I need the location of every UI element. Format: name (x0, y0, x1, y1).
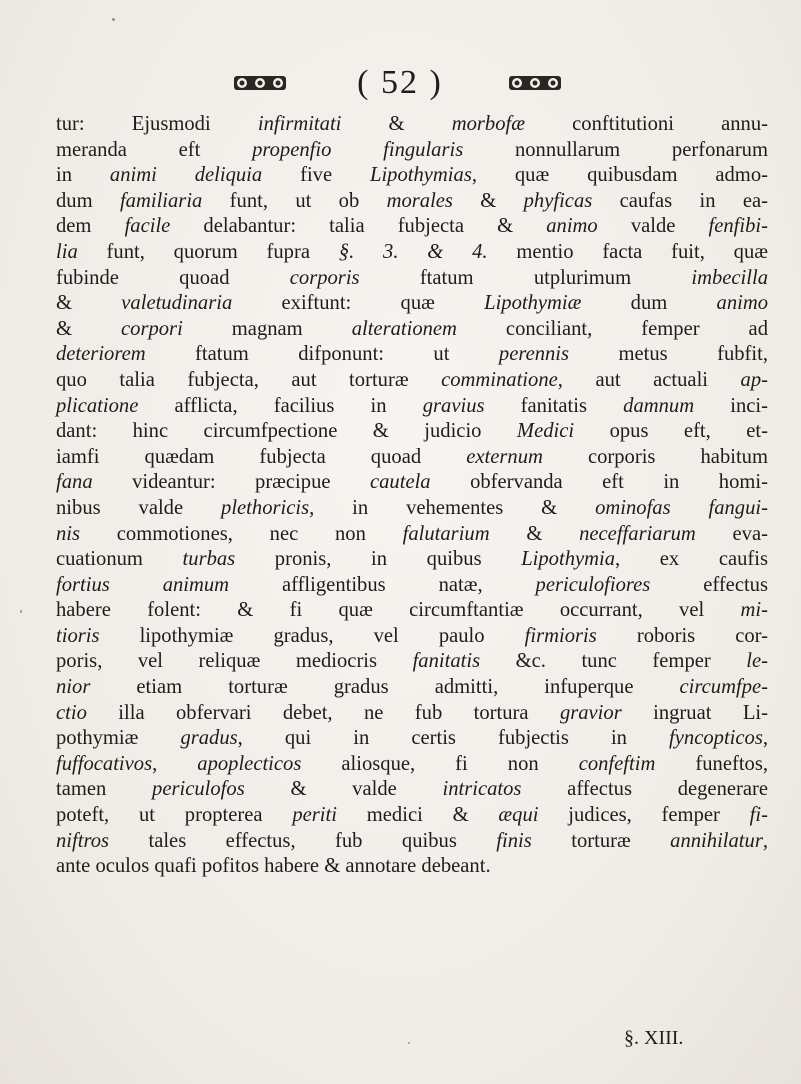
text-run: nonnullarum perfonarum (463, 138, 768, 161)
italic-run: ctio (56, 701, 87, 724)
italic-run: ap- (740, 368, 768, 391)
italic-run: infirmitati (257, 113, 342, 135)
text-run: eva- (695, 522, 768, 545)
text-run: magnam (182, 317, 352, 340)
text-run: caufas in ea- (592, 189, 768, 212)
text-run: delabantur: talia fubjecta & (170, 215, 547, 238)
italic-run: deteriorem (56, 343, 146, 366)
text-line (56, 777, 768, 803)
italic-run: Lipothymias (370, 164, 472, 187)
text-run: commotiones, nec non (80, 522, 403, 545)
paper-speck (20, 610, 22, 613)
italic-run: Lipothymia (521, 548, 616, 571)
text-run: habere folent: & fi quæ circumftantiæ occurrant, vel (56, 599, 741, 622)
text-line (56, 163, 768, 189)
text-run: lipothymiæ gradus, vel paulo (99, 624, 525, 647)
italic-run: fenfibi- (708, 215, 768, 238)
italic-run: familiaria (119, 189, 203, 212)
italic-run: circumfpe- (679, 676, 768, 699)
text-run: ftatum utplurimum (359, 266, 692, 289)
text-run: iamfi quædam fubjecta quoad (56, 445, 467, 468)
text-run: dem (56, 215, 125, 238)
italic-run: æqui (498, 804, 539, 827)
text-run: & (56, 292, 122, 315)
text-run: & (452, 189, 524, 212)
text-line (56, 317, 768, 343)
italic-run: fanitatis (412, 650, 481, 673)
italic-run: imbecilla (691, 266, 768, 289)
italic-run: confeftim (578, 752, 656, 775)
italic-run: periculofos (152, 778, 245, 801)
italic-run: gravior (559, 701, 622, 724)
text-run: meranda eft (56, 138, 253, 161)
text-line (56, 394, 768, 420)
text-run: illa obfervari debet, ne fub tortura (86, 701, 560, 724)
italic-run: facile (124, 215, 171, 238)
text-run: dum (56, 189, 120, 212)
text-run: tales effectus, fub quibus (109, 829, 497, 852)
italic-run: periti (292, 804, 337, 827)
text-run: five (262, 164, 370, 187)
text-run: metus fubfit, (569, 343, 768, 366)
italic-run: propenfio fingularis (252, 138, 464, 161)
italic-run: nior (56, 676, 91, 699)
text-line (56, 573, 768, 599)
text-line (56, 445, 768, 471)
catchword: §. XIII. (624, 1027, 684, 1049)
italic-run: corporis (289, 266, 360, 289)
text-run: conftitutioni annu- (524, 113, 768, 135)
text-line (56, 496, 768, 522)
text-run: ingruat Li- (621, 701, 768, 724)
italic-run: animi deliquia (109, 164, 263, 187)
italic-run: perennis (498, 343, 570, 366)
text-run: & (56, 317, 122, 340)
italic-run: §. 3. & 4. (338, 240, 488, 263)
text-run: opus eft, et- (574, 420, 768, 443)
text-line (56, 598, 768, 624)
text-line (56, 701, 768, 727)
text-run: tur: Ejusmodi (56, 113, 258, 135)
italic-run: valetudinaria (121, 292, 233, 315)
text-line (56, 854, 768, 880)
text-run: valde (597, 215, 709, 238)
text-run: mentio facta fuit, quæ (487, 240, 768, 263)
text-run: poteft, ut propterea (56, 804, 293, 827)
text-line (56, 138, 768, 164)
text-line (56, 240, 768, 266)
text-run: quo talia fubjecta, aut torturæ (56, 368, 442, 391)
text-run: inci- (694, 394, 768, 417)
text-run: conciliant, femper ad (456, 317, 768, 340)
text-run: videantur: præcipue (92, 471, 370, 494)
text-run: &c. tunc femper (480, 650, 747, 673)
italic-run: turbas (182, 548, 236, 571)
text-run: , qui in certis fubjectis in (237, 727, 670, 750)
page-number: ( 52 ) (357, 64, 443, 101)
italic-run: morales (386, 189, 453, 212)
italic-run: firmioris (524, 624, 597, 647)
text-line (56, 624, 768, 650)
text-run: ftatum difponunt: ut (145, 343, 499, 366)
text-run: , (762, 727, 768, 750)
text-line (56, 547, 768, 573)
printer-ornament-icon (507, 72, 563, 94)
text-run: , quæ quibusdam admo- (471, 164, 768, 187)
italic-run: animo (546, 215, 598, 238)
italic-run: ominofas fangui- (595, 496, 768, 519)
text-run: torturæ (531, 829, 671, 852)
italic-run: le- (746, 650, 768, 673)
text-run: , (152, 752, 198, 775)
text-run: funeftos, (655, 752, 768, 775)
italic-run: neceffariarum (579, 522, 696, 545)
text-run: & (489, 522, 580, 545)
text-line (56, 112, 768, 138)
text-run: & valde (244, 778, 443, 801)
italic-run: intricatos (442, 778, 522, 801)
text-run: judices, femper (538, 804, 750, 827)
text-run: tamen (56, 778, 153, 801)
italic-run: finis (496, 829, 532, 852)
italic-run: plicatione (56, 394, 139, 417)
italic-run: fana (56, 471, 93, 494)
italic-run: animo (716, 292, 768, 315)
text-run: cuationum (56, 548, 183, 571)
text-line (56, 829, 768, 855)
text-run: roboris cor- (596, 624, 768, 647)
text-run: fubinde quoad (56, 266, 290, 289)
italic-run: plethoricis (221, 496, 310, 519)
italic-run: fuffocativos (56, 752, 153, 775)
italic-run: damnum (623, 394, 695, 417)
text-run: funt, ut ob (202, 189, 387, 212)
text-line (56, 522, 768, 548)
italic-run: niftros (56, 829, 110, 852)
text-line (56, 342, 768, 368)
italic-run: externum (466, 445, 543, 468)
text-run: affectus degenerare (521, 778, 769, 801)
text-run: & (341, 113, 452, 135)
paper-speck (408, 1042, 410, 1044)
text-run: fanitatis (484, 394, 624, 417)
italic-run: Medici (516, 420, 575, 443)
italic-run: annihilatur (670, 829, 763, 852)
text-line (56, 214, 768, 240)
text-line (56, 470, 768, 496)
italic-run: mi- (740, 599, 768, 622)
italic-run: alterationem (351, 317, 457, 340)
italic-run: morbofæ (451, 113, 525, 135)
italic-run: cautela (369, 471, 431, 494)
italic-run: nis (56, 522, 81, 545)
paper-speck (112, 18, 115, 21)
italic-run: corpori (121, 317, 183, 340)
italic-run: lia (56, 240, 78, 263)
italic-run: falutarium (402, 522, 490, 545)
text-run: funt, quorum fupra (77, 240, 339, 263)
text-run: , (762, 829, 768, 852)
italic-run: periculofiores (535, 573, 651, 596)
italic-run: gravius (422, 394, 485, 417)
text-run: etiam torturæ gradus admitti, infuperque (90, 676, 680, 699)
text-run: corporis habitum (542, 445, 769, 468)
text-run: dum (581, 292, 717, 315)
body-text (56, 112, 768, 880)
text-run: pothymiæ (56, 727, 181, 750)
text-run: nibus valde (56, 496, 222, 519)
text-run: exiftunt: quæ (232, 292, 485, 315)
text-run: medici & (336, 804, 499, 827)
text-run: ante oculos quafi pofitos habere & annotare debeant. (56, 855, 491, 878)
text-run: afflicta, facilius in (138, 394, 423, 417)
text-line (56, 649, 768, 675)
text-run: affligentibus natæ, (229, 573, 536, 596)
italic-run: phyficas (523, 189, 593, 212)
italic-run: fi- (749, 804, 768, 827)
printer-ornament-icon (232, 72, 288, 94)
italic-run: Lipothymiæ (484, 292, 582, 315)
text-run: aliosque, fi non (301, 752, 579, 775)
text-run: , ex caufis (615, 548, 768, 571)
text-line (56, 419, 768, 445)
italic-run: comminatione (441, 368, 558, 391)
text-run: , in vehementes & (309, 496, 596, 519)
italic-run: fyncopticos (669, 727, 763, 750)
italic-run: apoplecticos (197, 752, 302, 775)
text-run: in (56, 164, 110, 187)
text-run: dant: hinc circumfpectione & judicio (56, 420, 517, 443)
text-line (56, 803, 768, 829)
text-line (56, 726, 768, 752)
text-run: obfervanda eft in homi- (430, 471, 768, 494)
italic-run: gradus (180, 727, 238, 750)
italic-run: tioris (56, 624, 100, 647)
text-run: poris, vel reliquæ mediocris (56, 650, 413, 673)
text-line (56, 368, 768, 394)
text-line (56, 189, 768, 215)
text-run: effectus (650, 573, 768, 596)
italic-run: fortius animum (56, 573, 230, 596)
text-run: pronis, in quibus (235, 548, 522, 571)
text-line (56, 675, 768, 701)
text-line (56, 752, 768, 778)
text-line (56, 291, 768, 317)
text-run: , aut actuali (557, 368, 741, 391)
text-line (56, 266, 768, 292)
page-header (0, 60, 801, 110)
